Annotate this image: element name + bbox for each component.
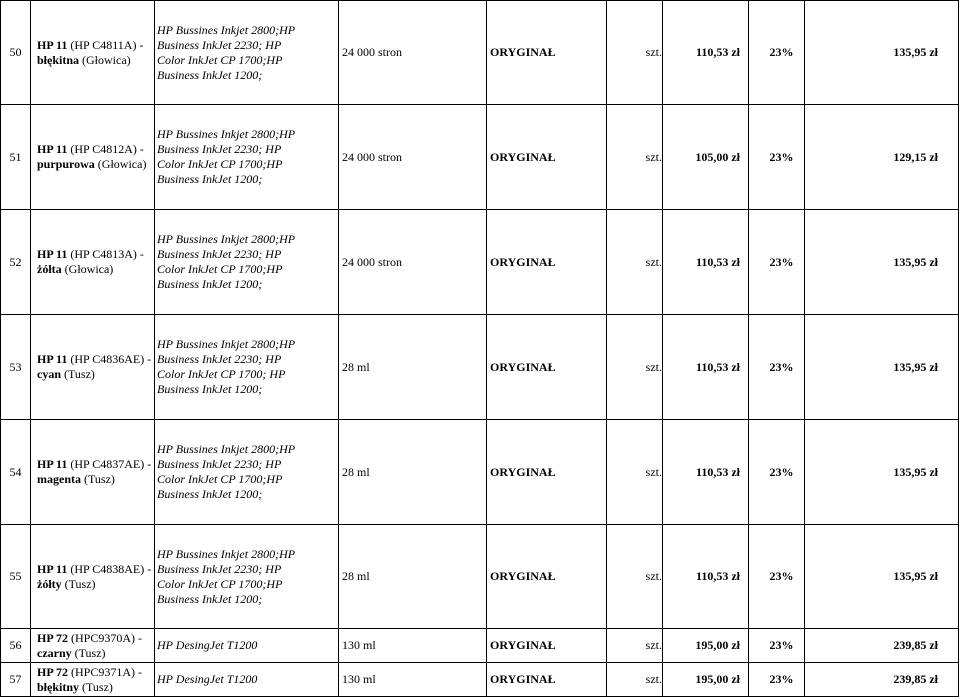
product-code: (HP C4838AE) - [67, 561, 152, 576]
product-type: (Tusz) [61, 576, 96, 591]
yield-text: 28 ml [342, 359, 370, 374]
row-number-text: 55 [9, 569, 22, 583]
product-code: (HPC9370A) - [68, 630, 143, 645]
product-color-line [37, 157, 154, 172]
compatibility-cell [155, 210, 339, 315]
gross-price-cell [805, 663, 959, 697]
gross-price-text: 135,95 zł [893, 464, 938, 479]
table-row [1, 629, 959, 663]
unit-text: szt. [645, 149, 662, 164]
product-model: HP 11 [37, 247, 68, 261]
compatible-printer: Business InkJet 2230; HP [157, 247, 282, 261]
gross-price-cell [805, 105, 959, 210]
gross-price-text: 135,95 zł [893, 569, 938, 583]
product-color: żółty [37, 576, 62, 591]
vat-cell [749, 629, 805, 663]
row-number [1, 420, 31, 525]
product-code: (HP C4813A) - [67, 247, 144, 261]
net-price-cell [663, 525, 749, 629]
product-model: HP 11 [37, 561, 68, 576]
row-number-text: 53 [9, 359, 22, 374]
compatible-printer: Color InkJet CP 1700;HP [157, 52, 283, 67]
vat-text: 23% [769, 359, 794, 374]
vat-text: 23% [769, 45, 794, 59]
gross-price-text: 239,85 zł [893, 672, 938, 686]
yield-text: 28 ml [342, 569, 370, 583]
gross-price-cell [805, 420, 959, 525]
vat-text: 23% [769, 569, 794, 583]
compatible-printer: Color InkJet CP 1700;HP [157, 472, 283, 486]
product-code: (HP C4836AE) - [67, 352, 152, 366]
vat-text: 23% [769, 149, 794, 164]
origin-text: ORYGINAŁ [490, 149, 556, 164]
compatible-printer: Business InkJet 1200; [157, 172, 263, 186]
net-price-cell [663, 420, 749, 525]
row-number-text: 51 [9, 149, 22, 164]
net-price-cell [663, 105, 749, 210]
origin-text: ORYGINAŁ [490, 45, 556, 59]
yield-cell [339, 420, 487, 525]
product-type: (Głowica) [94, 157, 147, 171]
net-price-cell [663, 629, 749, 663]
compatible-printer: Color InkJet CP 1700;HP [157, 157, 283, 171]
compatible-printer: Business InkJet 2230; HP [157, 37, 282, 52]
row-number [1, 210, 31, 315]
yield-cell [339, 315, 487, 420]
compatible-printer: HP Bussines Inkjet 2800;HP [157, 442, 296, 456]
table-row [1, 210, 959, 315]
compatible-printer: HP Bussines Inkjet 2800;HP [157, 127, 296, 141]
compatibility-cell [155, 315, 339, 420]
net-price-text: 195,00 zł [695, 638, 740, 652]
table-row [1, 525, 959, 629]
vat-cell [749, 105, 805, 210]
compatible-printer: Business InkJet 1200; [157, 487, 263, 501]
unit-cell [607, 663, 663, 697]
product-type: (Głowica) [61, 262, 114, 276]
product-color: cyan [37, 367, 61, 381]
table-row [1, 1, 959, 105]
product-code: (HPC9371A) - [68, 664, 143, 679]
vat-text: 23% [769, 672, 794, 686]
product-type: (Tusz) [81, 472, 115, 486]
gross-price-cell [805, 210, 959, 315]
compatible-printer: Color InkJet CP 1700; HP [157, 367, 286, 381]
net-price-cell [663, 210, 749, 315]
gross-price-text: 135,95 zł [893, 359, 938, 374]
compatible-printer: HP Bussines Inkjet 2800;HP [157, 22, 296, 37]
vat-cell [749, 525, 805, 629]
product-color-line [37, 472, 154, 487]
product-color: żółta [37, 262, 62, 276]
product-name-cell [31, 629, 155, 663]
origin-cell [487, 105, 607, 210]
gross-price-text: 239,85 zł [893, 638, 938, 652]
unit-text: szt. [645, 569, 662, 583]
compatible-printer: Color InkJet CP 1700;HP [157, 576, 283, 591]
table-row [1, 663, 959, 697]
table-row [1, 420, 959, 525]
row-number [1, 315, 31, 420]
compatible-printer: Business InkJet 1200; [157, 67, 263, 82]
product-code: (HP C4812A) - [67, 142, 144, 156]
vat-text: 23% [769, 464, 794, 479]
row-number [1, 629, 31, 663]
product-name-cell [31, 105, 155, 210]
compatible-printer: Business InkJet 2230; HP [157, 352, 282, 366]
unit-cell [607, 105, 663, 210]
product-name-line [37, 631, 154, 646]
yield-cell [339, 663, 487, 697]
origin-cell [487, 210, 607, 315]
origin-text: ORYGINAŁ [490, 638, 556, 652]
origin-text: ORYGINAŁ [490, 464, 556, 479]
origin-cell [487, 525, 607, 629]
origin-text: ORYGINAŁ [490, 359, 556, 374]
net-price-cell [663, 1, 749, 105]
compatibility-cell [155, 525, 339, 629]
origin-cell [487, 1, 607, 105]
compatible-printer: Business InkJet 1200; [157, 591, 263, 606]
product-color: błękitny [37, 679, 80, 694]
product-code: (HP C4811A) - [67, 37, 144, 52]
unit-text: szt. [645, 359, 662, 374]
unit-cell [607, 525, 663, 629]
origin-cell [487, 315, 607, 420]
product-color: purpurowa [37, 157, 95, 171]
product-name-line [37, 352, 154, 367]
unit-text: szt. [645, 672, 662, 686]
product-name-line [37, 562, 154, 577]
product-color-line [37, 367, 154, 382]
product-model: HP 11 [37, 142, 68, 156]
yield-cell [339, 525, 487, 629]
net-price-text: 110,53 zł [696, 464, 740, 479]
product-color-line [37, 680, 154, 695]
net-price-text: 110,53 zł [696, 45, 740, 59]
net-price-cell [663, 315, 749, 420]
compatibility-cell [155, 105, 339, 210]
product-model: HP 72 [37, 664, 69, 679]
product-name-cell [31, 663, 155, 697]
unit-text: szt. [645, 45, 662, 59]
origin-text: ORYGINAŁ [490, 569, 556, 583]
table-row [1, 105, 959, 210]
product-model: HP 11 [37, 352, 68, 366]
unit-cell [607, 1, 663, 105]
product-color: czarny [37, 645, 72, 660]
product-name-cell [31, 210, 155, 315]
origin-text: ORYGINAŁ [490, 672, 556, 686]
yield-cell [339, 629, 487, 663]
product-type: (Głowica) [79, 52, 131, 67]
product-color: magenta [37, 472, 81, 486]
product-color-line [37, 262, 154, 277]
product-name-cell [31, 1, 155, 105]
product-model: HP 11 [37, 457, 68, 471]
compatible-printer: HP Bussines Inkjet 2800;HP [157, 232, 296, 246]
product-model: HP 11 [37, 37, 68, 52]
compatible-printer: Business InkJet 1200; [157, 382, 263, 396]
row-number-text: 52 [9, 254, 22, 269]
gross-price-text: 129,15 zł [893, 149, 938, 164]
net-price-cell [663, 663, 749, 697]
gross-price-text: 135,95 zł [893, 254, 938, 269]
yield-text: 130 ml [342, 672, 376, 686]
vat-cell [749, 210, 805, 315]
row-number [1, 1, 31, 105]
compatible-printer: Business InkJet 2230; HP [157, 561, 282, 576]
unit-cell [607, 420, 663, 525]
table-row [1, 315, 959, 420]
vat-cell [749, 663, 805, 697]
product-name-cell [31, 315, 155, 420]
net-price-text: 110,53 zł [696, 359, 740, 374]
product-name-cell [31, 525, 155, 629]
row-number [1, 105, 31, 210]
yield-text: 24 000 stron [342, 149, 402, 164]
net-price-text: 105,00 zł [695, 149, 740, 164]
compatibility-cell [155, 1, 339, 105]
product-name-line [37, 247, 154, 262]
unit-cell [607, 315, 663, 420]
unit-cell [607, 210, 663, 315]
product-name-line [37, 457, 154, 472]
gross-price-cell [805, 315, 959, 420]
yield-text: 130 ml [342, 638, 376, 652]
product-code: (HP C4837AE) - [67, 457, 152, 471]
compatibility-cell [155, 629, 339, 663]
unit-cell [607, 629, 663, 663]
product-type: (Tusz) [79, 679, 113, 694]
product-type: (Tusz) [71, 645, 106, 660]
yield-text: 28 ml [342, 464, 370, 479]
compatibility-cell [155, 420, 339, 525]
yield-cell [339, 1, 487, 105]
compatible-printer: HP DesingJet T1200 [157, 672, 258, 686]
gross-price-cell [805, 1, 959, 105]
row-number-text: 54 [9, 464, 22, 479]
product-name-line [37, 142, 154, 157]
product-color-line [37, 577, 154, 592]
gross-price-cell [805, 525, 959, 629]
compatible-printer: Business InkJet 2230; HP [157, 457, 282, 471]
product-name-line [37, 665, 154, 680]
compatible-printer: Color InkJet CP 1700;HP [157, 262, 283, 276]
unit-text: szt. [645, 254, 662, 269]
product-color-line [37, 53, 154, 68]
row-number-text: 56 [9, 638, 22, 652]
vat-text: 23% [769, 254, 794, 269]
yield-text: 24 000 stron [342, 45, 402, 59]
vat-cell [749, 420, 805, 525]
product-model: HP 72 [37, 630, 69, 645]
net-price-text: 110,53 zł [696, 569, 740, 583]
net-price-text: 195,00 zł [695, 672, 740, 686]
compatible-printer: Business InkJet 2230; HP [157, 142, 282, 156]
origin-cell [487, 663, 607, 697]
vat-text: 23% [769, 638, 794, 652]
origin-cell [487, 420, 607, 525]
compatibility-cell [155, 663, 339, 697]
origin-cell [487, 629, 607, 663]
row-number-text: 57 [9, 672, 22, 686]
product-color: błękitna [37, 52, 80, 67]
row-number-text: 50 [9, 45, 22, 59]
product-color-line [37, 646, 154, 661]
product-name-line [37, 38, 154, 53]
unit-text: szt. [645, 638, 662, 652]
gross-price-text: 135,95 zł [893, 45, 938, 59]
net-price-text: 110,53 zł [696, 254, 740, 269]
yield-cell [339, 210, 487, 315]
vat-cell [749, 315, 805, 420]
product-type: (Tusz) [61, 367, 95, 381]
gross-price-cell [805, 629, 959, 663]
compatible-printer: HP DesingJet T1200 [157, 638, 258, 652]
compatible-printer: Business InkJet 1200; [157, 277, 263, 291]
row-number [1, 663, 31, 697]
vat-cell [749, 1, 805, 105]
yield-cell [339, 105, 487, 210]
product-name-cell [31, 420, 155, 525]
yield-text: 24 000 stron [342, 254, 402, 269]
unit-text: szt. [645, 464, 662, 479]
compatible-printer: HP Bussines Inkjet 2800;HP [157, 546, 296, 561]
origin-text: ORYGINAŁ [490, 254, 556, 269]
compatible-printer: HP Bussines Inkjet 2800;HP [157, 337, 296, 351]
row-number [1, 525, 31, 629]
